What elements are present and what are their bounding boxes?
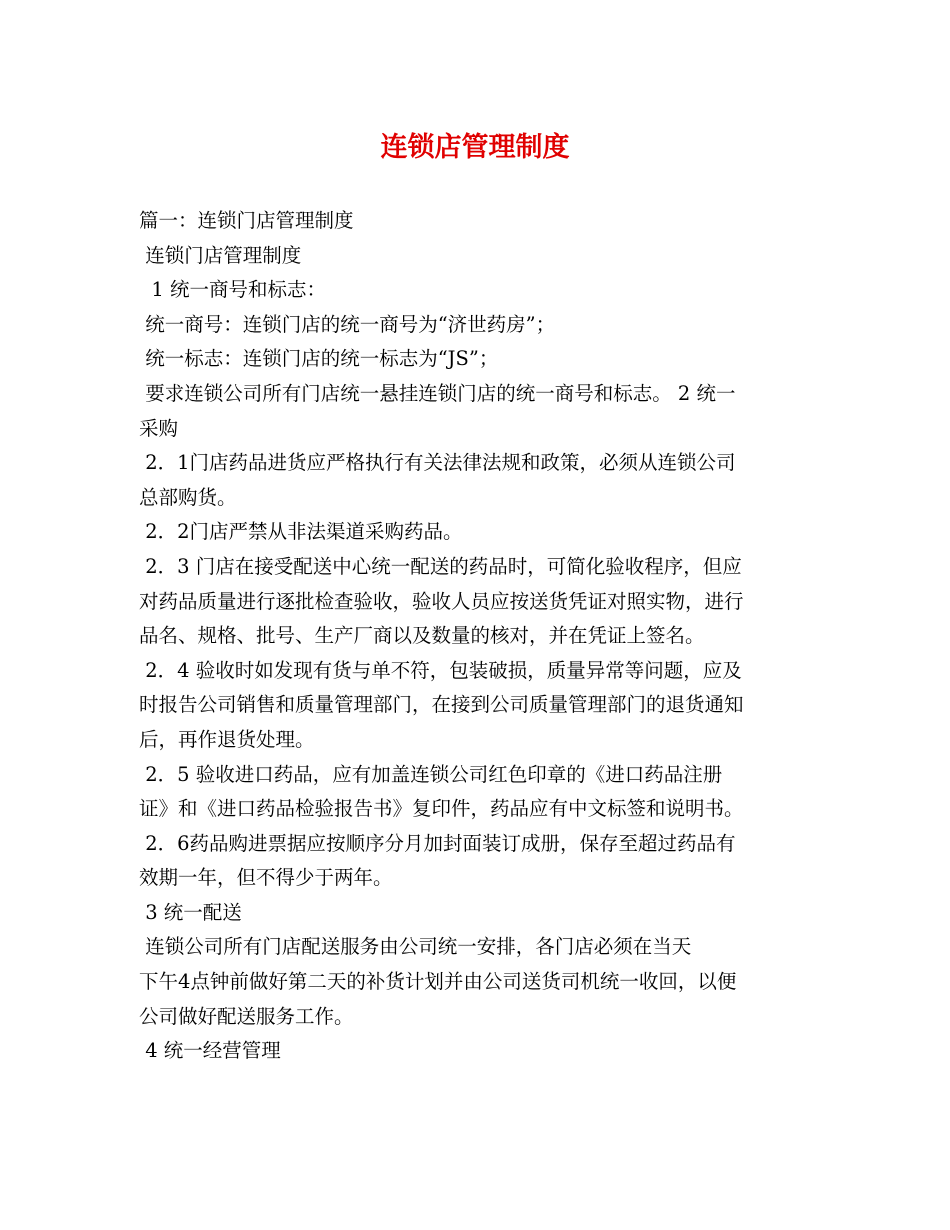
text-line: 2．1门店药品进货应严格执行有关法律法规和政策，必须从连锁公司 [139, 451, 736, 475]
text-line: 公司做好配送服务工作。 [139, 1004, 354, 1028]
text-line: 2．3 门店在接受配送中心统一配送的药品时，可简化验收程序，但应 [139, 554, 742, 578]
text-line: 2．4 验收时如发现有货与单不符，包装破损，质量异常等问题，应及 [139, 658, 742, 682]
text-line: 要求连锁公司所有门店统一悬挂连锁门店的统一商号和标志。 2 统一 [139, 381, 736, 405]
text-line: 时报告公司销售和质量管理部门，在接到公司质量管理部门的退货通知 [139, 693, 744, 717]
text-line: 采购 [139, 416, 179, 440]
text-line: 2．6药品购进票据应按顺序分月加封面装订成册，保存至超过药品有 [139, 831, 736, 855]
text-line: 下午4点钟前做好第二天的补货计划并由公司送货司机统一收回，以便 [139, 970, 737, 994]
text-line: 2．2门店严禁从非法渠道采购药品。 [139, 520, 463, 544]
text-line: 品名、规格、批号、生产厂商以及数量的核对，并在凭证上签名。 [139, 624, 705, 648]
text-line: 后，再作退货处理。 [139, 727, 315, 751]
document-title: 连锁店管理制度 [380, 132, 570, 163]
text-line: 统一标志：连锁门店的统一标志为“JS”； [139, 347, 499, 371]
text-line: 证》和《进口药品检验报告书》复印件，药品应有中文标签和说明书。 [139, 797, 744, 821]
text-line: 3 统一配送 [139, 900, 242, 924]
text-line: 4 统一经营管理 [139, 1039, 281, 1063]
text-line: 对药品质量进行逐批检查验收，验收人员应按送货凭证对照实物，进行 [139, 589, 744, 613]
text-line: 统一商号：连锁门店的统一商号为“济世药房”； [139, 312, 556, 336]
document-body [139, 204, 815, 1069]
text-line: 篇一：连锁门店管理制度 [139, 209, 354, 232]
text-line: 1 统一商号和标志： [139, 278, 327, 302]
text-line: 总部购货。 [139, 485, 237, 509]
text-line: 连锁门店管理制度 [139, 243, 302, 267]
text-line: 连锁公司所有门店配送服务由公司统一安排，各门店必须在当天 [139, 935, 692, 959]
text-line: 效期一年，但不得少于两年。 [139, 866, 393, 890]
text-line: 2．5 验收进口药品，应有加盖连锁公司红色印章的《进口药品注册 [139, 762, 723, 786]
